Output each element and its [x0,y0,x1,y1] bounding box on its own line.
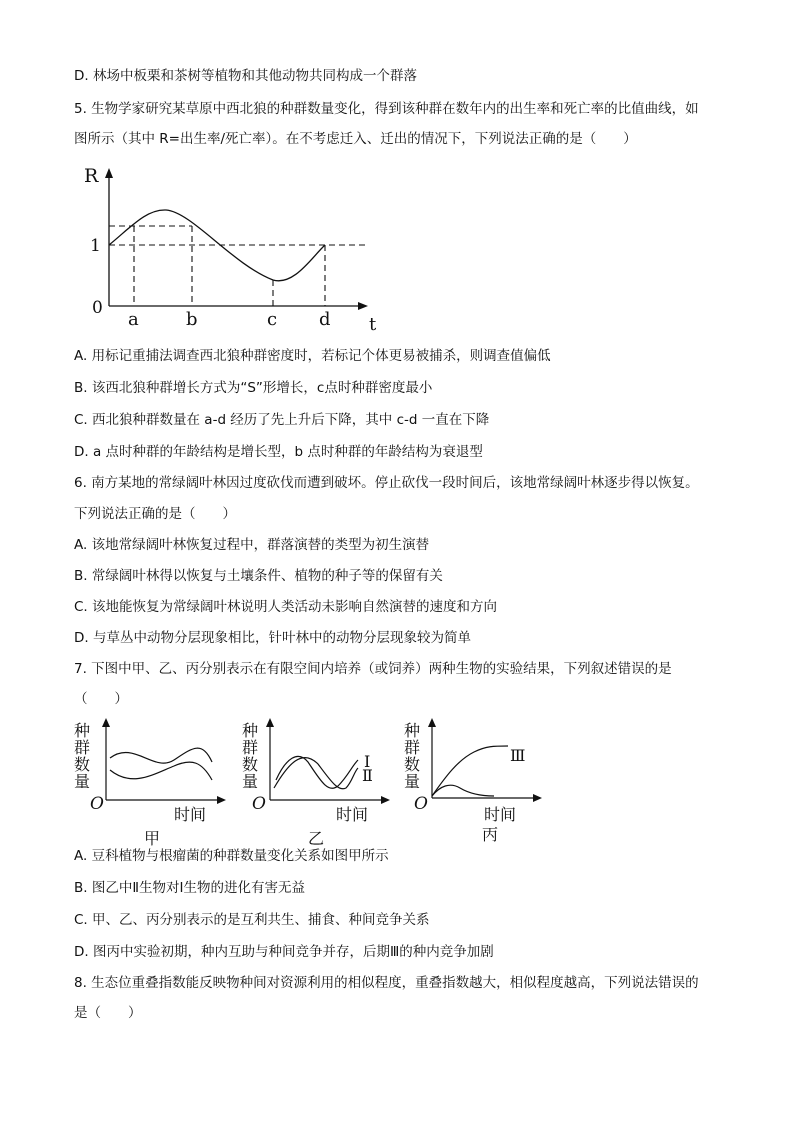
q7-yi-caption: 乙 [308,829,325,848]
q5-x-tick-b: b [186,309,198,330]
q7-yi-curve1-label: Ⅰ [364,752,371,771]
q7-yi-curve-2 [276,756,358,788]
q5-x-tick-a: a [128,309,139,330]
q8-stem-line1: 8. 生态位重叠指数能反映物种间对资源利用的相似程度，重叠指数越大，相似程度越高，下列说法错误的 [74,975,699,991]
q5-x-tick-c: c [267,309,278,330]
q5-x-label: t [369,314,377,335]
q5-option-c: C. 西北狼种群数量在 a-d 经历了先上升后下降，其中 c-d 一直在下降 [74,412,490,428]
q7-stem-line1: 7. 下图中甲、乙、丙分别表示在有限空间内培养（或饲养）两种生物的实验结果，下列叙述错误的是 [74,661,672,677]
q5-rate-curve-chart [80,160,390,335]
q5-y-tick-1: 1 [90,236,101,256]
q5-option-a: A. 用标记重捕法调查西北狼种群密度时，若标记个体更易被捕杀，则调查值偏低 [74,348,551,364]
q6-option-b: B. 常绿阔叶林得以恢复与土壤条件、植物的种子等的保留有关 [74,568,443,584]
q7-panel-bing [398,716,548,846]
q5-x-tick-d: d [319,309,331,330]
q7-bing-x-label: 时间 [484,805,517,824]
q7-yi-x-label: 时间 [336,805,369,824]
q5-origin-label: 0 [92,298,103,318]
q7-yi-origin: O [252,794,266,814]
q7-yi-y-label: 种群数量 [242,721,259,791]
q5-stem-line1: 5. 生物学家研究某草原中西北狼的种群数量变化，得到该种群在数年内的出生率和死亡率的比值曲线，如 [74,101,699,117]
q5-stem-line2: 图所示（其中 R=出生率/死亡率）。在不考虑迁入、迁出的情况下，下列说法正确的是（ ） [74,131,637,147]
q5-guides [109,226,368,306]
q7-bing-curve-3 [432,746,508,796]
q5-figure [80,160,390,335]
q5-y-arrow [105,168,113,178]
q7-jia-curve-upper [110,748,212,763]
q7-stem-line2: （ ） [74,691,128,707]
q4-option-d: D. 林场中板栗和茶树等植物和其他动物共同构成一个群落 [74,68,417,84]
q7-bing-origin: O [414,794,428,814]
q7-option-a: A. 豆科植物与根瘤菌的种群数量变化关系如图甲所示 [74,848,389,864]
q6-option-a: A. 该地常绿阔叶林恢复过程中，群落演替的类型为初生演替 [74,537,430,553]
q7-panel-jia [74,716,232,846]
q7-jia-x-label: 时间 [174,805,207,824]
q5-y-label: R [84,165,99,187]
q7-bing-y-label: 种群数量 [404,721,421,791]
q7-bing-curve3-label: Ⅲ [510,746,526,765]
q8-stem-line2: 是（ ） [74,1005,142,1021]
q7-jia-curve-lower [110,762,212,780]
q7-jia-caption: 甲 [144,829,161,848]
q6-stem-line1: 6. 南方某地的常绿阔叶林因过度砍伐而遭到破坏。停止砍伐一段时间后，该地常绿阔叶林逐步得以恢复。 [74,475,699,491]
q7-bing-caption: 丙 [482,825,499,844]
q7-yi-curve2-label: Ⅱ [362,766,373,785]
q7-jia-y-label: 种群数量 [74,721,91,791]
q7-option-d: D. 图丙中实验初期，种内互助与种间竞争并存，后期Ⅲ的种内竞争加剧 [74,944,494,960]
q7-option-b: B. 图乙中Ⅱ生物对Ⅰ生物的进化有害无益 [74,880,305,896]
q7-panel-yi [242,716,392,846]
q5-x-arrow [358,302,368,310]
q5-option-b: B. 该西北狼种群增长方式为“S”形增长，c点时种群密度最小 [74,380,433,396]
q6-option-d: D. 与草丛中动物分层现象相比，针叶林中的动物分层现象较为简单 [74,630,471,646]
q7-jia-origin: O [90,794,104,814]
q6-stem-line2: 下列说法正确的是（ ） [74,506,236,522]
q5-option-d: D. a 点时种群的年龄结构是增长型，b 点时种群的年龄结构为衰退型 [74,444,483,460]
q7-option-c: C. 甲、乙、丙分别表示的是互利共生、捕食、种间竞争关系 [74,912,430,928]
q7-bing-curve-other [432,785,494,796]
q6-option-c: C. 该地能恢复为常绿阔叶林说明人类活动未影响自然演替的速度和方向 [74,599,498,615]
